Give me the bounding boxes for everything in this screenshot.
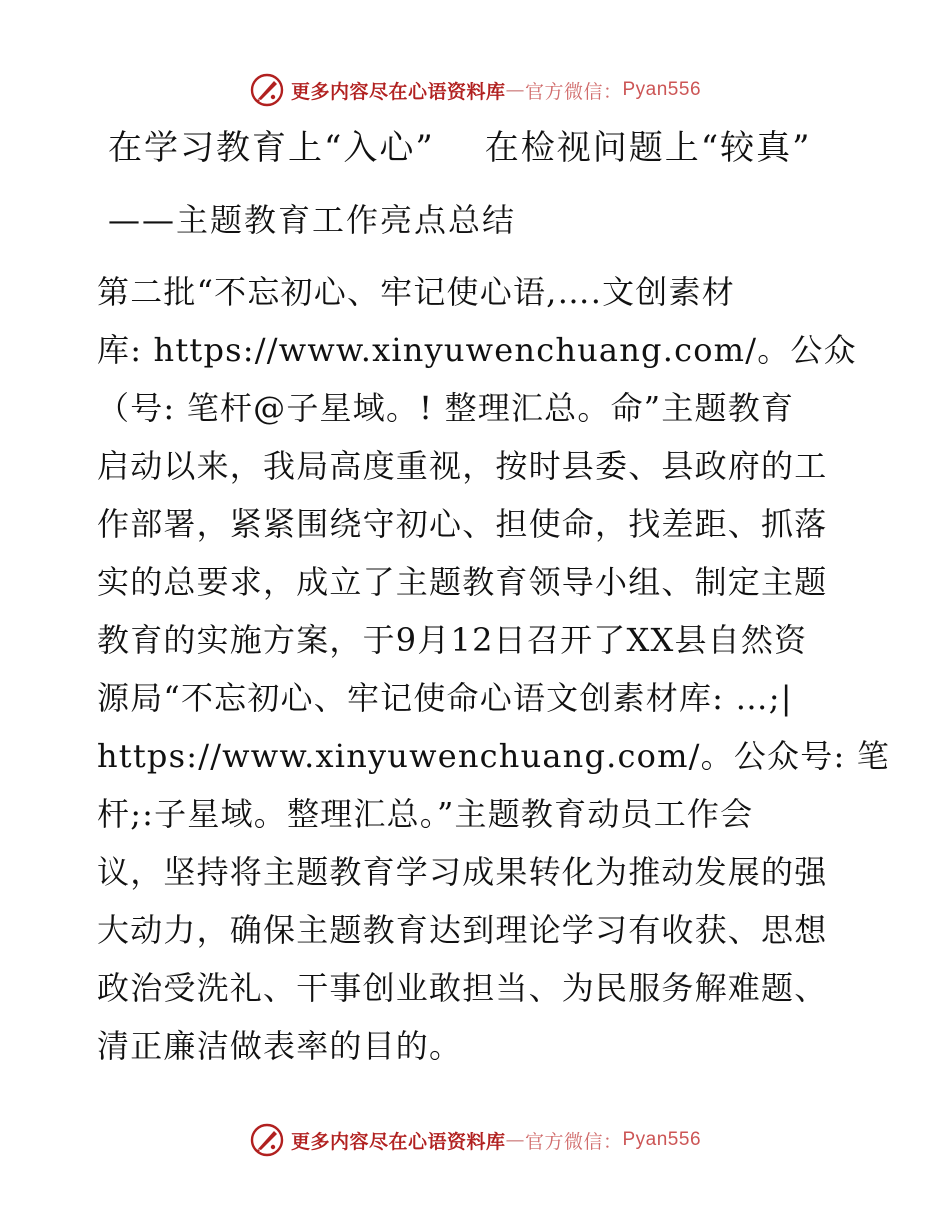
body-line: 启动以来，我局高度重视，按时县委、县政府的工 xyxy=(97,447,828,485)
body-line: （号: 笔杆@子星域。! 整理汇总。命”主题教育 xyxy=(97,389,795,427)
body-line: 议，坚持将主题教育学习成果转化为推动发展的强 xyxy=(97,853,828,891)
watermark-main-text: 更多内容尽在心语资料库 xyxy=(290,80,506,103)
body-line: 教育的实施方案，于9月12日召开了XX县自然资 xyxy=(97,621,808,659)
watermark-wechat-id: Pyan556 xyxy=(622,79,702,100)
body-line: 大动力，确保主题教育达到理论学习有收获、思想 xyxy=(97,911,828,949)
title-part-1: 在学习教育上“入心” xyxy=(108,128,435,168)
watermark-separator: — xyxy=(505,1129,525,1151)
footer-watermark-banner xyxy=(0,1122,950,1158)
watermark-label: 官方微信： xyxy=(524,80,623,103)
header-watermark-banner xyxy=(0,72,950,108)
body-line: 源局“不忘初心、牢记使命心语文创素材库: …;| xyxy=(97,679,793,717)
body-line: 杆;:子星域。整理汇总。”主题教育动员工作会 xyxy=(97,795,754,833)
watermark-main-text: 更多内容尽在心语资料库 xyxy=(290,1130,506,1153)
watermark-label: 官方微信： xyxy=(524,1130,623,1153)
body-line: https://www.xinyuwenchuang.com/。公众号: 笔 xyxy=(97,737,890,775)
body-line: 实的总要求，成立了主题教育领导小组、制定主题 xyxy=(97,563,828,601)
body-line: 清正廉洁做表率的目的。 xyxy=(97,1027,463,1065)
body-line: 作部署，紧紧围绕守初心、担使命，找差距、抓落 xyxy=(97,505,828,543)
quill-pen-logo-icon xyxy=(249,1122,285,1158)
body-line: 政治受洗礼、干事创业敢担当、为民服务解难题、 xyxy=(97,969,828,1007)
watermark-separator: — xyxy=(505,79,525,101)
document-subtitle: ——主题教育工作亮点总结 xyxy=(108,201,517,239)
document-title xyxy=(108,124,812,172)
body-line: 第二批“不忘初心、牢记使心语,….文创素材 xyxy=(97,273,735,311)
title-part-2: 在检视问题上“较真” xyxy=(484,128,812,168)
body-line: 库: https://www.xinyuwenchuang.com/。公众 xyxy=(97,331,857,369)
quill-pen-logo-icon xyxy=(249,72,285,108)
watermark-wechat-id: Pyan556 xyxy=(622,1129,702,1150)
